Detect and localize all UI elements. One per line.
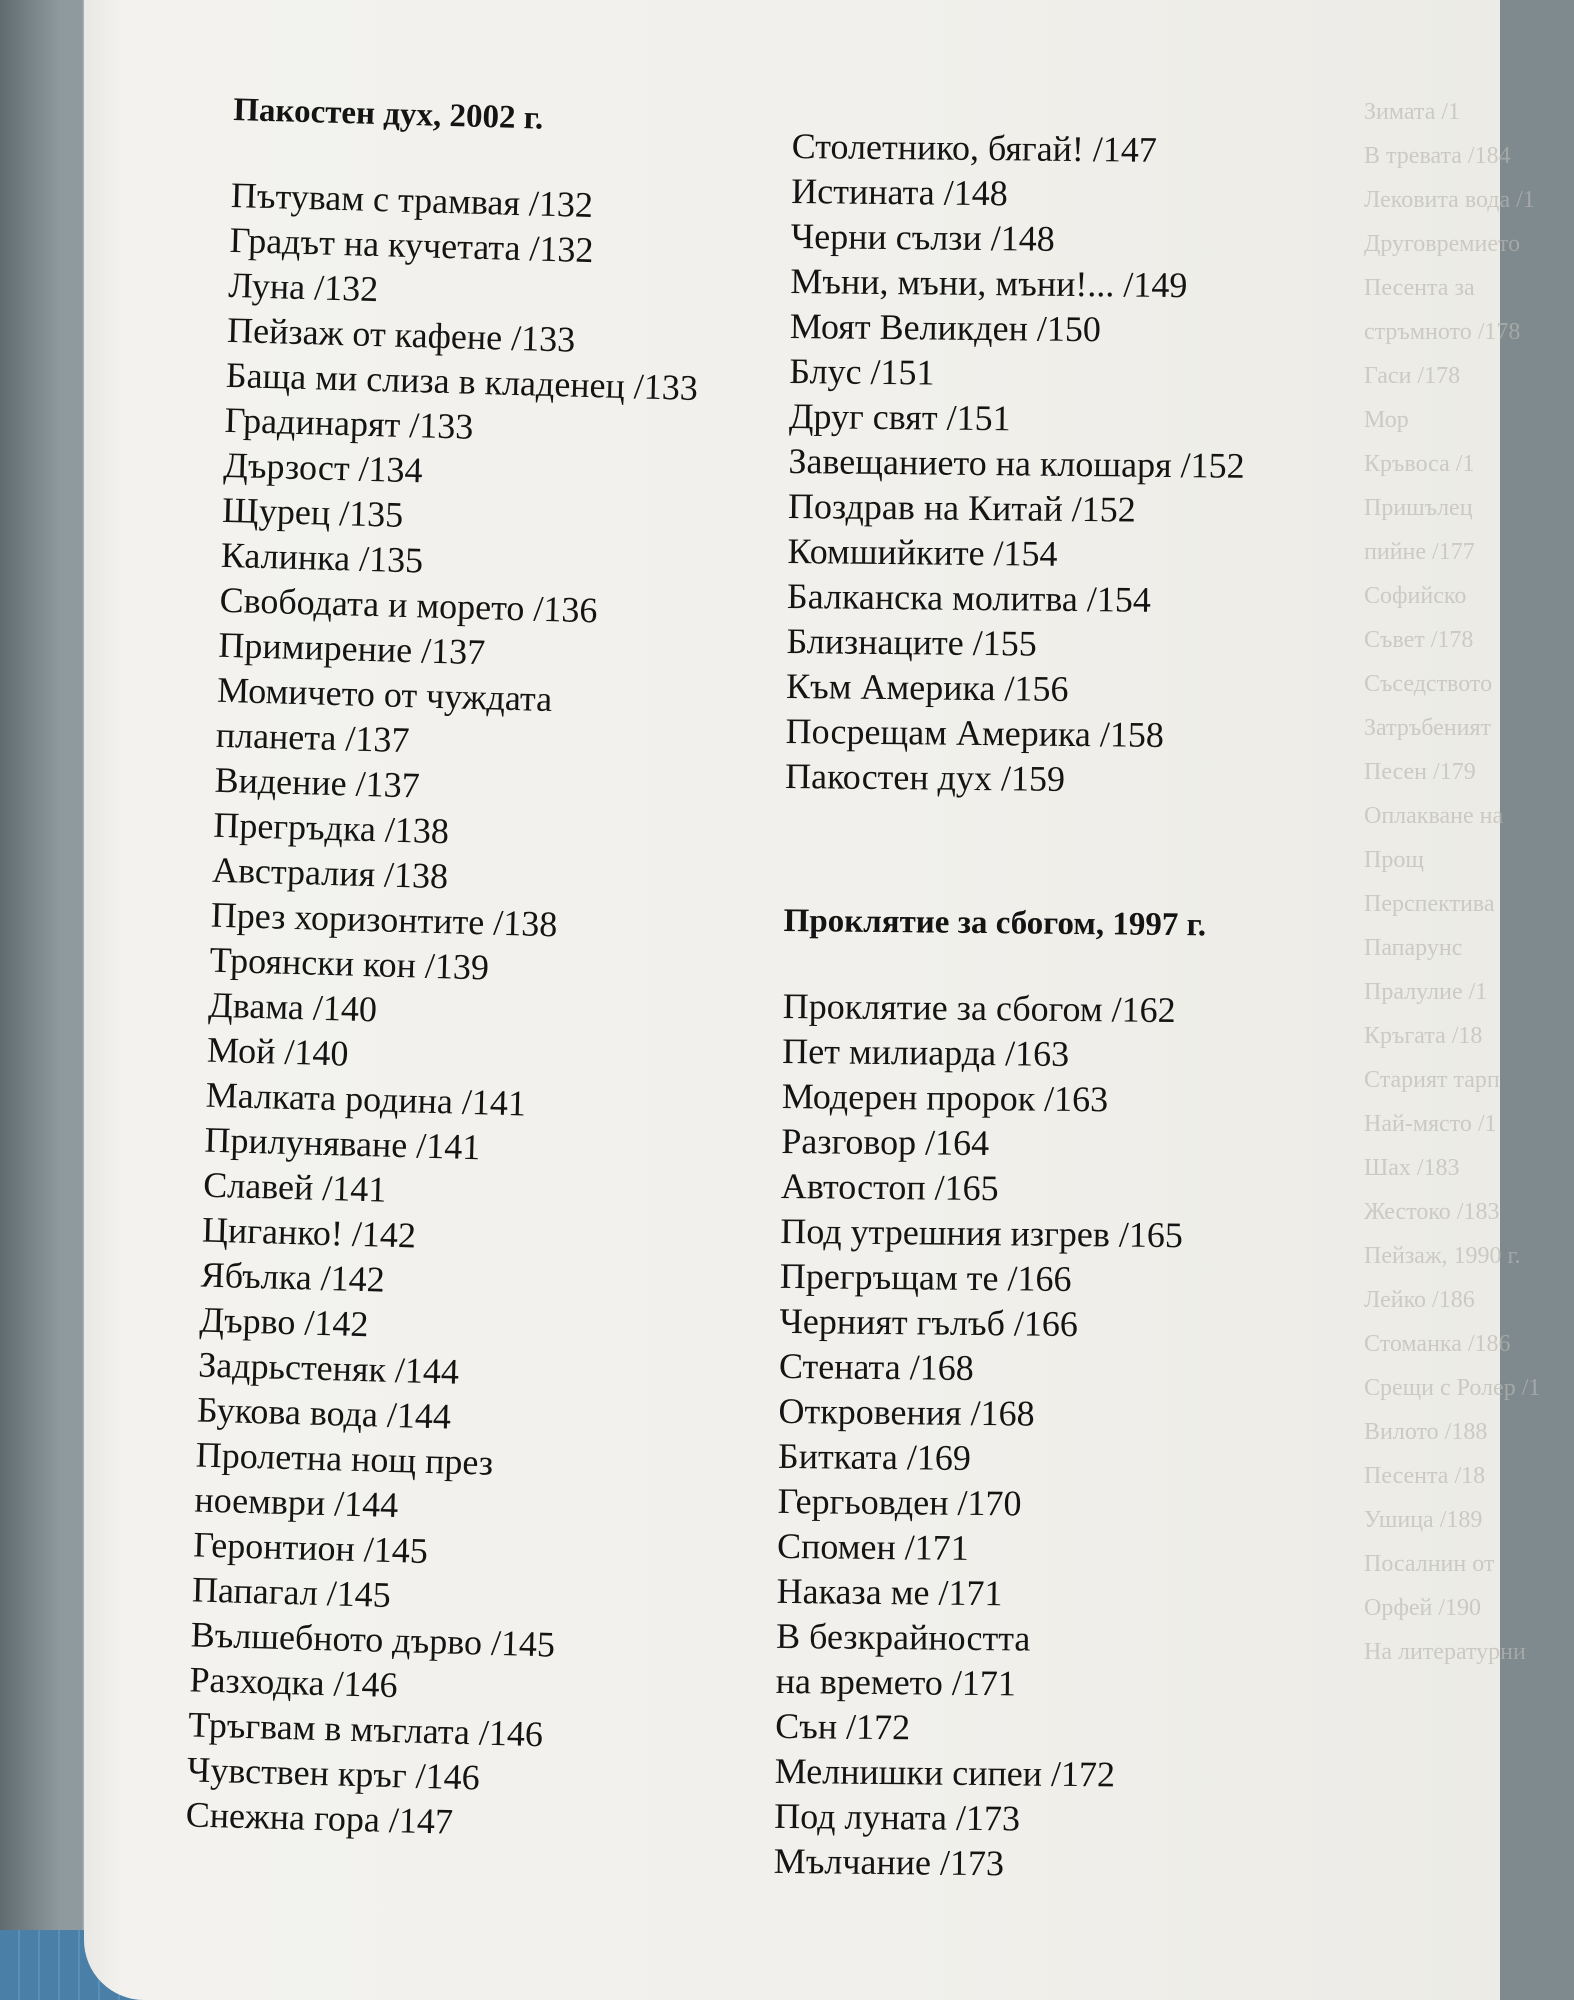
show-through-line: Посалнин от: [1364, 1551, 1495, 1577]
toc-entry: Тръгвам в мъглата /146: [187, 1704, 544, 1755]
show-through-line: Ушица /189: [1364, 1507, 1483, 1533]
toc-entry: Проклятие за сбогом /162: [782, 985, 1176, 1031]
toc-entry: Момичето от чуждата: [216, 669, 553, 720]
toc-entry: Примирение /137: [217, 624, 486, 673]
toc-entry: Калинка /135: [220, 534, 424, 581]
toc-entry: Балканска молитва /154: [786, 575, 1152, 620]
toc-entry: ноември /144: [194, 1479, 399, 1526]
show-through-line: Мор: [1364, 407, 1409, 433]
toc-entry: Двама /140: [207, 984, 378, 1030]
show-through-line: Пралулие /1: [1364, 979, 1488, 1005]
show-through-line: Перспектива: [1364, 891, 1495, 917]
toc-entry: Мъни, мъни, мъни!... /149: [790, 260, 1188, 306]
toc-entry: Близнаците /155: [786, 620, 1037, 664]
toc-entry: Прилуняване /141: [204, 1119, 481, 1168]
toc-entry: Моят Великден /150: [789, 305, 1102, 350]
toc-entry: Пет милиарда /163: [782, 1030, 1070, 1074]
show-through-line: Пейзаж, 1990 г.: [1364, 1243, 1521, 1269]
toc-entry: Под луната /173: [774, 1795, 1021, 1839]
show-through-line: Лековита вода /1: [1364, 187, 1535, 213]
toc-entry: Циганко! /142: [201, 1209, 417, 1256]
toc-entry: Прегръдка /138: [212, 804, 450, 852]
toc-entry: Троянски кон /139: [209, 939, 490, 988]
toc-entry: Стената /168: [778, 1345, 974, 1388]
toc-entry: Наказа ме /171: [776, 1570, 1003, 1614]
toc-entry: Автостоп /165: [780, 1165, 999, 1209]
show-through-line: Пришълец: [1364, 495, 1473, 521]
show-through-line: Прощ: [1364, 847, 1424, 873]
show-through-line: Шах /183: [1364, 1155, 1460, 1181]
toc-entry: Баща ми слиза в кладенец /133: [225, 354, 699, 409]
toc-entry: Славей /141: [202, 1164, 387, 1210]
toc-entry: Луна /132: [227, 264, 379, 310]
toc-entry: Видение /137: [214, 759, 421, 806]
show-through-line: Оплакване на: [1364, 803, 1504, 829]
toc-entry: Прегръщам те /166: [779, 1255, 1072, 1299]
show-through-line: Срещи с Ролер /1: [1364, 1375, 1541, 1401]
section-heading-2002: Пакостен дух, 2002 г.: [232, 91, 544, 137]
right-column: [774, 124, 1352, 1890]
show-through-line: Орфей /190: [1364, 1595, 1482, 1621]
toc-entry: планета /137: [215, 714, 411, 761]
show-through-line: пийне /177: [1364, 539, 1475, 565]
show-through-line: Съвет /178: [1364, 627, 1474, 653]
toc-entry: Черният гълъб /166: [779, 1300, 1079, 1345]
show-through-line: Жестоко /183: [1364, 1199, 1500, 1225]
show-through-line: Песента за: [1364, 275, 1475, 301]
toc-entry: Задрьстеняк /144: [197, 1344, 460, 1392]
toc-entry: Поздрав на Китай /152: [787, 485, 1137, 530]
show-through-line: Съседството: [1364, 671, 1493, 697]
show-through-line: Лейко /186: [1364, 1287, 1475, 1313]
toc-entry: Откровения /168: [778, 1390, 1035, 1434]
toc-entry: Под утрешния изгрев /165: [780, 1210, 1184, 1256]
toc-entry: Геронтион /145: [192, 1524, 429, 1571]
show-through-text: [1364, 90, 1574, 1990]
toc-entry: През хоризонтите /138: [210, 894, 558, 945]
book-page: [84, 0, 1541, 2000]
toc-entry: Спомен /171: [776, 1525, 969, 1568]
toc-entry: Папагал /145: [191, 1569, 392, 1615]
toc-entry: Друг свят /151: [788, 395, 1011, 439]
toc-entry: Гергьовден /170: [777, 1480, 1022, 1524]
right-entry-list-top: [785, 124, 1352, 805]
toc-entry: Градът на кучетата /132: [229, 219, 595, 271]
left-entry-list: [185, 173, 791, 1853]
toc-entry: Снежна гора /147: [185, 1794, 454, 1842]
show-through-line: Песента /18: [1364, 1463, 1486, 1489]
toc-entry: Мой /140: [206, 1029, 350, 1074]
toc-entry: Дърво /142: [199, 1299, 370, 1345]
toc-entry: Разходка /146: [188, 1659, 399, 1706]
toc-entry: Чувствен кръг /146: [186, 1749, 481, 1798]
show-through-line: Песен /179: [1364, 759, 1476, 785]
toc-entry: Столетнико, бягай! /147: [791, 125, 1158, 170]
toc-entry: Посрещам Америка /158: [785, 710, 1165, 755]
toc-entry: Малката родина /141: [205, 1074, 527, 1124]
toc-entry: Разговор /164: [781, 1120, 990, 1164]
show-through-line: В тревата /184: [1364, 143, 1511, 169]
show-through-line: Затръбеният: [1364, 715, 1492, 741]
toc-entry: Дързост /134: [222, 444, 424, 491]
toc-entry: Пейзаж от кафене /133: [226, 309, 576, 360]
show-through-line: Кръгата /18: [1364, 1023, 1483, 1049]
show-through-line: Гаси /178: [1364, 363, 1461, 389]
show-through-line: На литературни: [1364, 1639, 1526, 1665]
toc-entry: Пролетна нощ през: [195, 1434, 494, 1483]
show-through-line: Папарунс: [1364, 935, 1463, 961]
toc-entry: Модерен пророк /163: [781, 1075, 1109, 1120]
toc-entry: Битката /169: [777, 1435, 972, 1478]
toc-entry: Завещанието на клошаря /152: [788, 440, 1245, 486]
toc-entry: Към Америка /156: [785, 665, 1069, 709]
toc-entry: Австралия /138: [211, 849, 449, 897]
show-through-line: Старият тарп: [1364, 1067, 1500, 1093]
toc-entry: Блус /151: [789, 350, 935, 393]
toc-entry: на времето /171: [775, 1660, 1017, 1704]
show-through-line: Най-място /1: [1364, 1111, 1497, 1137]
show-through-line: Зимата /1: [1364, 99, 1461, 125]
right-entry-list-bottom: [774, 984, 1343, 1890]
toc-entry: В безкрайността: [775, 1615, 1031, 1659]
toc-entry: Мелнишки сипеи /172: [774, 1750, 1116, 1795]
toc-entry: Градинарят /133: [224, 399, 474, 447]
show-through-line: Стоманка /186: [1364, 1331, 1511, 1357]
toc-entry: Сън /172: [775, 1705, 911, 1748]
toc-entry: Свободата и морето /136: [219, 579, 598, 631]
show-through-line: Друговремието: [1364, 231, 1521, 257]
toc-entry: Пакостен дух /159: [784, 755, 1066, 799]
toc-entry: Вълшебното дърво /145: [190, 1614, 556, 1665]
toc-entry: Букова вода /144: [196, 1389, 452, 1437]
toc-entry: Мълчание /173: [773, 1840, 1005, 1884]
show-through-line: Вилото /188: [1364, 1419, 1488, 1445]
toc-entry: Пътувам с трамвая /132: [230, 174, 594, 226]
section-heading-1997: Проклятие за сбогом, 1997 г.: [783, 902, 1207, 944]
toc-entry: Ябълка /142: [200, 1254, 386, 1300]
toc-entry: Истината /148: [791, 170, 1008, 214]
toc-entry: Щурец /135: [221, 489, 404, 535]
toc-entry: Комшийките /154: [787, 530, 1058, 574]
show-through-line: Софийско: [1364, 583, 1467, 609]
toc-entry: Черни сълзи /148: [790, 215, 1055, 259]
left-column: [185, 88, 794, 1853]
show-through-line: стръмното /178: [1364, 319, 1521, 345]
show-through-line: Кръвоса /1: [1364, 451, 1475, 477]
